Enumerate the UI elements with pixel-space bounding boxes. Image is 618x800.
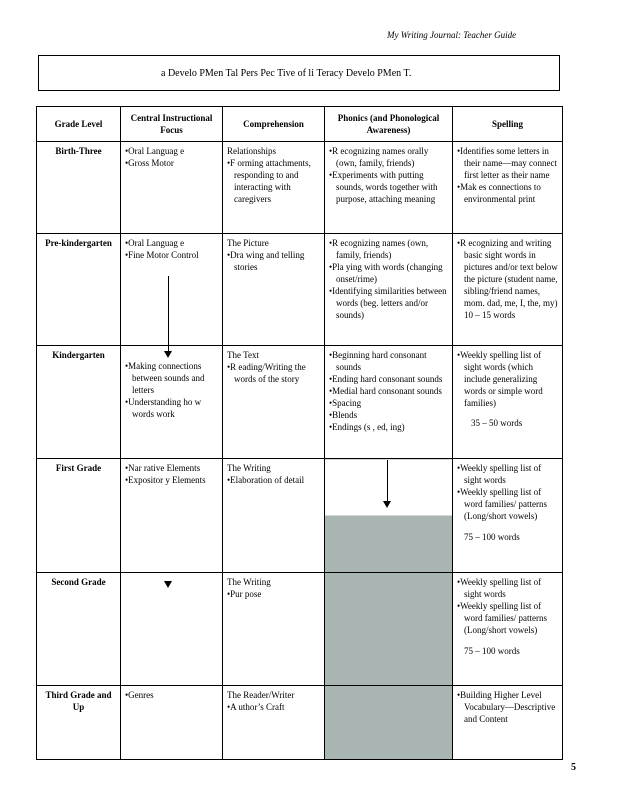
list-item: • Identifies some letters in their name—may connect first letter as their name [457, 145, 558, 181]
list-item: • Understanding ho w words work [125, 396, 218, 420]
list-item: • Experiments with putting sounds, words together with purpose, attaching meaning [329, 169, 448, 205]
comprehension-title: The Reader/Writer [227, 690, 295, 700]
list-item: • Identifying similarities between words (beg. letters and/or sounds) [329, 285, 448, 321]
running-header: My Writing Journal: Teacher Guide [387, 30, 517, 40]
list-item: • Pla ying with words (changing onset/rime) [329, 261, 448, 285]
grade-level-cell: Pre-kindergarten [37, 234, 121, 346]
comprehension-cell [223, 142, 325, 234]
continuation-arrow-line [168, 276, 169, 352]
word-count: 10 – 15 words [464, 310, 516, 320]
column-header: Grade Level [37, 107, 121, 142]
grade-level-cell: Birth-Three [37, 142, 121, 234]
arrow-down-icon [164, 351, 172, 358]
comprehension-title: The Writing [227, 463, 271, 473]
grade-level-cell: Kindergarten [37, 346, 121, 459]
list-item: • Genres [125, 689, 218, 701]
list-item: • Spacing [329, 397, 448, 409]
table-row [37, 142, 563, 234]
list-item: • Weekly spelling list of sight words [457, 462, 558, 486]
table-header-row [37, 107, 563, 142]
list-item: • Gross Motor [125, 157, 218, 169]
table-row [37, 234, 563, 346]
comprehension-title: The Picture [227, 238, 269, 248]
spelling-cell [453, 573, 563, 686]
grade-level-cell: Third Grade and Up [37, 686, 121, 760]
list-item: • Elaboration of detail [227, 474, 320, 486]
grade-level-cell: First Grade [37, 459, 121, 573]
spelling-cell [453, 686, 563, 760]
list-item: • R ecognizing names (own, family, friends) [329, 237, 448, 261]
list-item: • Weekly spelling list of sight words (which include generalizing words or simple word families) [457, 349, 558, 409]
phonics-cell [325, 234, 453, 346]
spelling-cell [453, 142, 563, 234]
list-item: • Blends [329, 409, 448, 421]
comprehension-cell [223, 234, 325, 346]
phonics-cell-shaded [325, 573, 453, 686]
phonics-cell-shaded [325, 686, 453, 760]
column-header: Spelling [453, 107, 563, 142]
phonics-cell [325, 142, 453, 234]
column-header: Comprehension [223, 107, 325, 142]
focus-cell [121, 459, 223, 573]
list-item: • Weekly spelling list of word families/ patterns (Long/short vowels) [457, 486, 558, 522]
focus-cell [121, 234, 223, 346]
table-row [37, 686, 563, 760]
arrow-down-icon [383, 501, 391, 508]
grade-level-cell: Second Grade [37, 573, 121, 686]
list-item: • Oral Languag e [125, 237, 218, 249]
list-item: • Fine Motor Control [125, 249, 218, 261]
focus-cell [121, 573, 223, 686]
comprehension-cell [223, 573, 325, 686]
list-item: • Nar rative Elements [125, 462, 218, 474]
list-item: • A uthor’s Craft [227, 701, 320, 713]
list-item: • Weekly spelling list of sight words [457, 576, 558, 600]
list-item: • Ending hard consonant sounds [329, 373, 448, 385]
comprehension-title: The Writing [227, 577, 271, 587]
spelling-cell [453, 234, 563, 346]
column-header: Central Instructional Focus [121, 107, 223, 142]
word-count: 75 – 100 words [464, 532, 520, 542]
column-header: Phonics (and Phonological Awareness) [325, 107, 453, 142]
comprehension-cell [223, 459, 325, 573]
list-item: • Dra wing and telling stories [227, 249, 320, 273]
list-item: • Oral Languag e [125, 145, 218, 157]
page-number: 5 [571, 762, 576, 773]
literacy-development-table [36, 106, 563, 760]
focus-cell [121, 686, 223, 760]
continuation-arrow-line [387, 460, 388, 502]
list-item: • Expositor y Elements [125, 474, 218, 486]
list-item: • F orming attachments, responding to and interacting with caregivers [227, 157, 320, 205]
table-row [37, 346, 563, 459]
phonics-cell [325, 346, 453, 459]
word-count: 35 – 50 words [471, 418, 523, 428]
spelling-cell [453, 346, 563, 459]
page-title: a Develo PMen Tal Pers Pec Tive of li Teracy Develo PMen T. [161, 68, 412, 79]
arrow-down-icon [164, 581, 172, 588]
table-row [37, 459, 563, 573]
list-item: • Mak es connections to environmental print [457, 181, 558, 205]
comprehension-title: The Text [227, 350, 259, 360]
list-item: • Beginning hard consonant sounds [329, 349, 448, 373]
table-row [37, 573, 563, 686]
title-box [38, 55, 560, 91]
focus-cell [121, 346, 223, 459]
list-item: • Building Higher Level Vocabulary—Descriptive and Content [457, 689, 558, 725]
list-item: • Endings (s , ed, ing) [329, 421, 448, 433]
focus-cell [121, 142, 223, 234]
word-count: 75 – 100 words [464, 646, 520, 656]
list-item: • R ecognizing and writing basic sight words in pictures and/or text below the picture (student name, sibling/friend names, mom. dad, me, I, the, my) [457, 237, 558, 309]
list-item: • Pur pose [227, 588, 320, 600]
comprehension-cell [223, 686, 325, 760]
phonics-cell-shaded [325, 459, 453, 573]
spelling-cell [453, 459, 563, 573]
comprehension-title: Relationships [227, 146, 276, 156]
comprehension-cell [223, 346, 325, 459]
list-item: • Making connections between sounds and letters [125, 360, 218, 396]
list-item: • Medial hard consonant sounds [329, 385, 448, 397]
list-item: • R ecognizing names orally (own, family, friends) [329, 145, 448, 169]
list-item: • R eading/Writing the words of the story [227, 361, 320, 385]
list-item: • Weekly spelling list of word families/ patterns (Long/short vowels) [457, 600, 558, 636]
